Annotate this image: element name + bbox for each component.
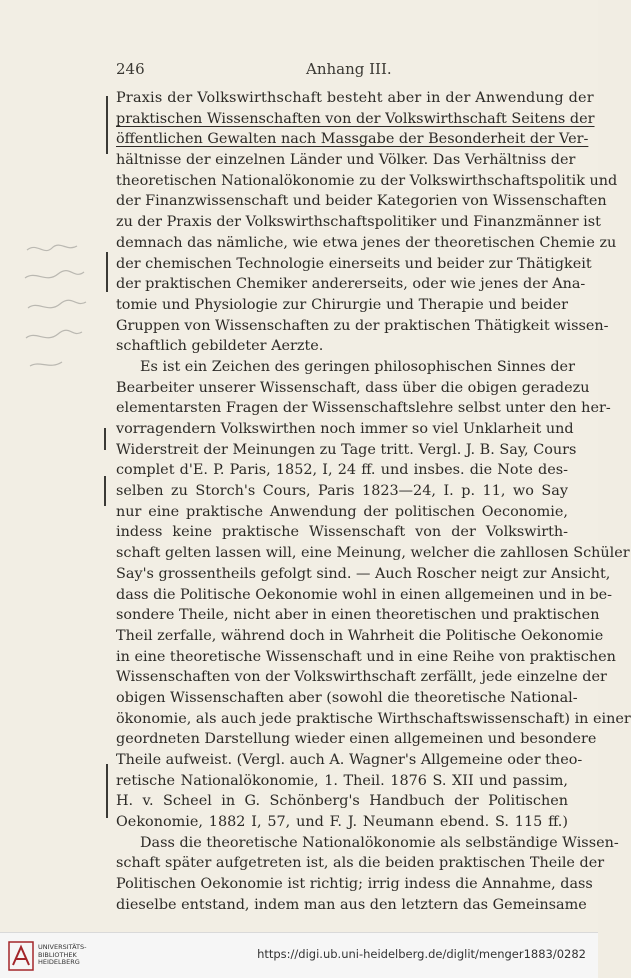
text-line: öffentlichen Gewalten nach Massgabe der Besonderheit der Ver-: [116, 131, 589, 148]
text-line: Say's grossentheils gefolgt sind. — Auch Roscher neigt zur Ansicht,: [116, 565, 611, 582]
text-line: Dass die theoretische Nationalökonomie als selbständige Wissen-: [140, 834, 619, 851]
handwritten-margin-note-icon: [22, 238, 92, 378]
text-line: der praktischen Chemiker andererseits, oder wie jenes der Ana-: [116, 276, 586, 293]
text-line: selben zu Storch's Cours, Paris 1823—24, I. p. 11, wo Say: [116, 483, 568, 500]
margin-marker: [104, 476, 106, 506]
text-line: zu der Praxis der Volkswirthschaftspolitiker und Finanzmänner ist: [116, 214, 601, 231]
text-line: in eine theoretische Wissenschaft und in eine Reihe von praktischen: [116, 648, 616, 665]
text-line: hältnisse der einzelnen Länder und Völker. Das Verhältniss der: [116, 152, 576, 169]
text-line: Theile aufweist. (Vergl. auch A. Wagner's Allgemeine oder theo-: [116, 752, 583, 768]
text-line: retische Nationalökonomie, 1. Theil. 1876 S. XII und passim,: [116, 772, 568, 789]
text-line: Theil zerfalle, während doch in Wahrheit die Politische Oekonomie: [116, 627, 604, 644]
text-line: H. v. Scheel in G. Schönberg's Handbuch der Politischen: [116, 793, 568, 810]
text-line: dieselbe entstand, indem man aus den letztern das Gemeinsame: [116, 896, 587, 913]
text-line: complet d'E. P. Paris, 1852, I, 24 ff. und insbes. die Note des-: [116, 462, 568, 479]
text-line: sondere Theile, nicht aber in einen theoretischen und praktischen: [116, 607, 600, 624]
text-line: Politischen Oekonomie ist richtig; irrig indess die Annahme, dass: [116, 876, 593, 893]
text-line: Praxis der Volkswirthschaft besteht aber in der Anwendung der: [116, 90, 594, 106]
permalink-url[interactable]: https://digi.ub.uni-heidelberg.de/diglit/menger1883/0282: [257, 947, 586, 961]
text-line: theoretischen Nationalökonomie zu der Volkswirthschaftspolitik und: [116, 172, 618, 189]
viewer-footer: [0, 932, 598, 978]
text-line: der chemischen Technologie einerseits und beider zur Thätigkeit: [116, 255, 592, 272]
text-line: praktischen Wissenschaften von der Volkswirthschaft Seitens der: [116, 110, 595, 127]
text-line: schaftlich gebildeter Aerzte.: [116, 338, 324, 355]
text-line: Widerstreit der Meinungen zu Tage tritt. Vergl. J. B. Say, Cours: [116, 441, 577, 458]
margin-marker: [106, 764, 108, 818]
page-number: 246: [116, 60, 145, 78]
text-line: demnach das nämliche, wie etwa jenes der theoretischen Chemie zu: [116, 234, 617, 251]
text-line: Es ist ein Zeichen des geringen philosophischen Sinnes der: [140, 358, 575, 375]
text-line: dass die Politische Oekonomie wohl in einen allgemeinen und in be-: [116, 586, 613, 603]
text-line: schaft später aufgetreten ist, als die beiden praktischen Theile der: [116, 855, 605, 872]
margin-marker: [106, 96, 108, 154]
text-line: vorragendern Volkswirthen noch immer so viel Unklarheit und: [116, 421, 574, 437]
library-name: UNIVERSITÄTS- BIBLIOTHEK HEIDELBERG: [38, 943, 87, 966]
text-line: ökonomie, als auch jede praktische Wirthschaftswissenschaft) in einer: [116, 710, 631, 727]
text-line: tomie und Physiologie zur Chirurgie und Therapie und beider: [116, 296, 568, 313]
university-library-logo-icon: [8, 941, 34, 971]
text-line: geordneten Darstellung wieder einen allgemeinen und besondere: [116, 731, 597, 748]
text-line: Wissenschaften von der Volkswirthschaft zerfällt, jede einzelne der: [116, 669, 607, 686]
body-text: [116, 88, 631, 916]
text-line: schaft gelten lassen will, eine Meinung, welcher die zahllosen Schüler: [116, 545, 630, 562]
text-line: elementarsten Fragen der Wissenschaftslehre selbst unter den her-: [116, 400, 611, 417]
text-line: Bearbeiter unserer Wissenschaft, dass über die obigen geradezu: [116, 379, 590, 396]
text-line: der Finanzwissenschaft und beider Kategorien von Wissenschaften: [116, 193, 607, 210]
text-line: Oekonomie, 1882 I, 57, und F. J. Neumann ebend. S. 115 ff.): [116, 814, 568, 831]
margin-marker: [104, 428, 106, 450]
text-line: indess keine praktische Wissenschaft von der Volkswirth-: [116, 524, 568, 541]
margin-marker: [106, 252, 108, 292]
page-header: [116, 60, 562, 80]
text-line: nur eine praktische Anwendung der politischen Oeconomie,: [116, 503, 568, 520]
text-line: obigen Wissenschaften aber (sowohl die theoretische National-: [116, 689, 578, 706]
text-line: Gruppen von Wissenschaften zu der praktischen Thätigkeit wissen-: [116, 317, 609, 334]
running-head: Anhang III.: [306, 60, 392, 78]
